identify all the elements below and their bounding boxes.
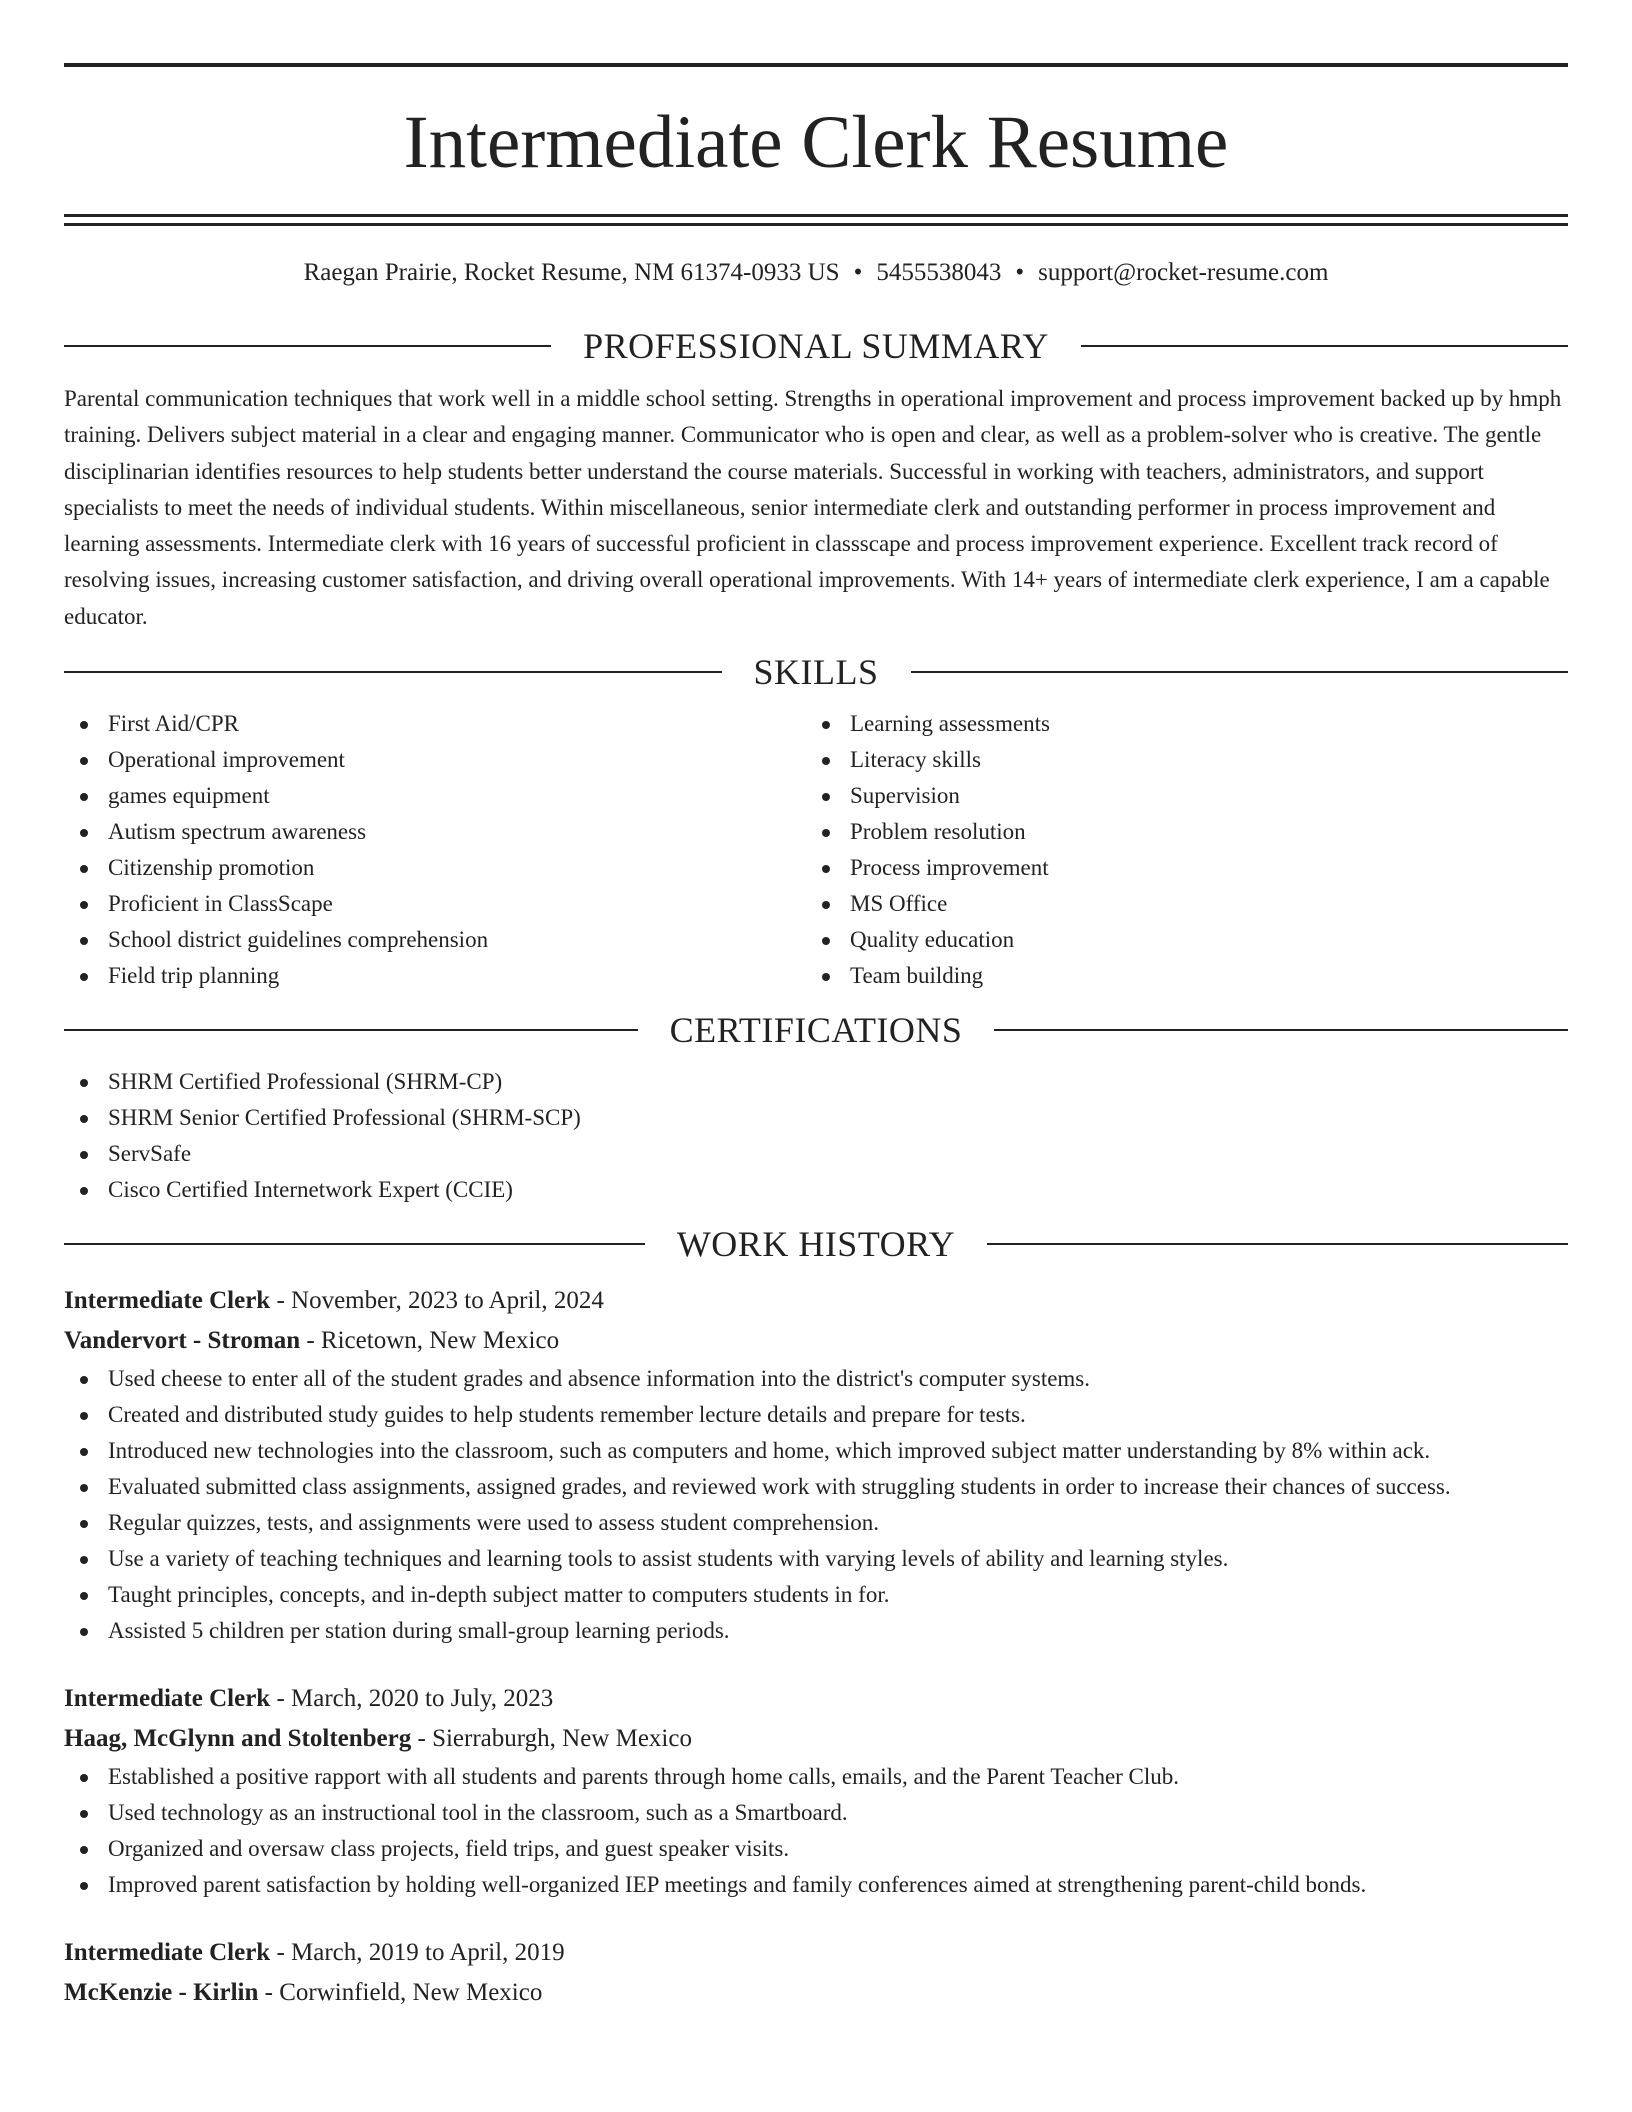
section-heading-summary <box>64 323 1568 369</box>
skill-item: Team building <box>806 958 1548 994</box>
contact-separator: • <box>1015 259 1025 286</box>
job-employer-line <box>64 1973 1568 2013</box>
job-duties-list <box>64 1759 1568 1903</box>
section-title: CERTIFICATIONS <box>669 1010 963 1051</box>
section-heading-certifications <box>64 1007 1568 1053</box>
section-heading-skills <box>64 649 1568 695</box>
job-duty-item: Created and distributed study guides to help students remember lecture details and prepare for tests. <box>64 1397 1568 1433</box>
heading-rule <box>911 671 1569 673</box>
job-duty-item: Organized and oversaw class projects, field trips, and guest speaker visits. <box>64 1831 1568 1867</box>
job-location: - Sierraburgh, New Mexico <box>411 1725 692 1753</box>
heading-rule <box>1081 345 1568 347</box>
resume-page <box>64 0 1568 2013</box>
section-heading-work-history <box>64 1221 1568 1267</box>
skills-list <box>64 706 1568 994</box>
job-entry <box>64 1679 1568 1903</box>
heading-rule <box>64 345 551 347</box>
skills-column-left <box>64 706 806 994</box>
contact-address: Raegan Prairie, Rocket Resume, NM 61374-0933 US <box>303 259 840 286</box>
skill-item: First Aid/CPR <box>64 706 806 742</box>
certification-item: ServSafe <box>64 1136 1568 1172</box>
section-title: PROFESSIONAL SUMMARY <box>583 326 1049 366</box>
skill-item: Quality education <box>806 922 1548 958</box>
heading-rule <box>64 1029 638 1031</box>
job-duty-item: Improved parent satisfaction by holding well-organized IEP meetings and family conferences aimed at strengthening parent-child bonds. <box>64 1867 1568 1903</box>
job-dates: - March, 2020 to July, 2023 <box>270 1685 554 1713</box>
job-location: - Ricetown, New Mexico <box>300 1327 560 1355</box>
summary-paragraph: Parental communication techniques that work well in a middle school setting. Strengths in operational improvement and process improvement backed up by hmph training. Delivers subject material in a clear and engaging manner. Communicator who is open and clear, as well as a problem-solver who is creative. The gentle disciplinarian identifies resources to help students better understand the course materials. Successful in working with teachers, administrators, and support specialists to meet the needs of individual students. Within miscellaneous, senior intermediate clerk and outstanding performer in process improvement and learning assessments. Intermediate clerk with 16 years of successful proficient in classscape and process improvement experience. Excellent track record of resolving issues, increasing customer satisfaction, and driving overall operational improvements. With 14+ years of intermediate clerk experience, I am a capable educator. <box>64 386 1562 629</box>
job-duty-item: Assisted 5 children per station during small-group learning periods. <box>64 1613 1568 1649</box>
heading-rule <box>987 1243 1568 1245</box>
job-employer: McKenzie - Kirlin <box>64 1979 259 2007</box>
job-duties-list <box>64 1361 1568 1649</box>
skill-item: Learning assessments <box>806 706 1548 742</box>
job-duty-item: Introduced new technologies into the classroom, such as computers and home, which improved subject matter understanding by 8% within ack. <box>64 1433 1568 1469</box>
heading-rule <box>64 1243 645 1245</box>
job-dates: - November, 2023 to April, 2024 <box>270 1287 604 1315</box>
certifications-list <box>64 1064 1568 1208</box>
skill-item: Field trip planning <box>64 958 806 994</box>
contact-line <box>64 258 1568 288</box>
job-duty-item: Regular quizzes, tests, and assignments were used to assess student comprehension. <box>64 1505 1568 1541</box>
skill-item: games equipment <box>64 778 806 814</box>
skill-item: Process improvement <box>806 850 1548 886</box>
job-location: - Corwinfield, New Mexico <box>258 1979 543 2007</box>
skill-item: Problem resolution <box>806 814 1548 850</box>
title-top-rule <box>64 63 1568 67</box>
job-duty-item: Established a positive rapport with all students and parents through home calls, emails, and the Parent Teacher Club. <box>64 1759 1568 1795</box>
job-title: Intermediate Clerk <box>64 1939 271 1967</box>
heading-rule <box>64 671 722 673</box>
certification-item: Cisco Certified Internetwork Expert (CCIE) <box>64 1172 1568 1208</box>
contact-email: support@rocket-resume.com <box>1038 259 1329 286</box>
title-double-rule <box>64 214 1568 226</box>
skill-item: Operational improvement <box>64 742 806 778</box>
section-title: WORK HISTORY <box>676 1224 956 1265</box>
job-duty-item: Taught principles, concepts, and in-depth subject matter to computers students in for. <box>64 1577 1568 1613</box>
job-entry <box>64 1933 1568 2013</box>
skill-item: Autism spectrum awareness <box>64 814 806 850</box>
skill-item: MS Office <box>806 886 1548 922</box>
contact-phone: 5455538043 <box>876 259 1002 286</box>
job-duty-item: Used cheese to enter all of the student grades and absence information into the district's computer systems. <box>64 1361 1568 1397</box>
job-entry <box>64 1281 1568 1649</box>
contact-separator: • <box>853 259 863 286</box>
job-duty-item: Use a variety of teaching techniques and learning tools to assist students with varying levels of ability and learning styles. <box>64 1541 1568 1577</box>
job-title: Intermediate Clerk <box>64 1287 271 1315</box>
certification-item: SHRM Senior Certified Professional (SHRM-SCP) <box>64 1100 1568 1136</box>
job-employer: Haag, McGlynn and Stoltenberg <box>64 1725 412 1753</box>
job-duty-item: Evaluated submitted class assignments, assigned grades, and reviewed work with struggling students in order to increase their chances of success. <box>64 1469 1568 1505</box>
job-title-line <box>64 1933 1568 1973</box>
document-title: Intermediate Clerk Resume <box>403 101 1229 184</box>
job-employer-line <box>64 1719 1568 1759</box>
skills-column-right <box>806 706 1548 994</box>
skill-item: Citizenship promotion <box>64 850 806 886</box>
job-duty-item: Used technology as an instructional tool in the classroom, such as a Smartboard. <box>64 1795 1568 1831</box>
job-title: Intermediate Clerk <box>64 1685 271 1713</box>
job-title-line <box>64 1281 1568 1321</box>
job-employer-line <box>64 1321 1568 1361</box>
job-employer: Vandervort - Stroman <box>64 1327 301 1355</box>
skill-item: Literacy skills <box>806 742 1548 778</box>
skill-item: Proficient in ClassScape <box>64 886 806 922</box>
job-dates: - March, 2019 to April, 2019 <box>270 1939 565 1967</box>
section-title: SKILLS <box>753 652 879 693</box>
job-title-line <box>64 1679 1568 1719</box>
heading-rule <box>994 1029 1568 1031</box>
skill-item: Supervision <box>806 778 1548 814</box>
skill-item: School district guidelines comprehension <box>64 922 806 958</box>
certification-item: SHRM Certified Professional (SHRM-CP) <box>64 1064 1568 1100</box>
